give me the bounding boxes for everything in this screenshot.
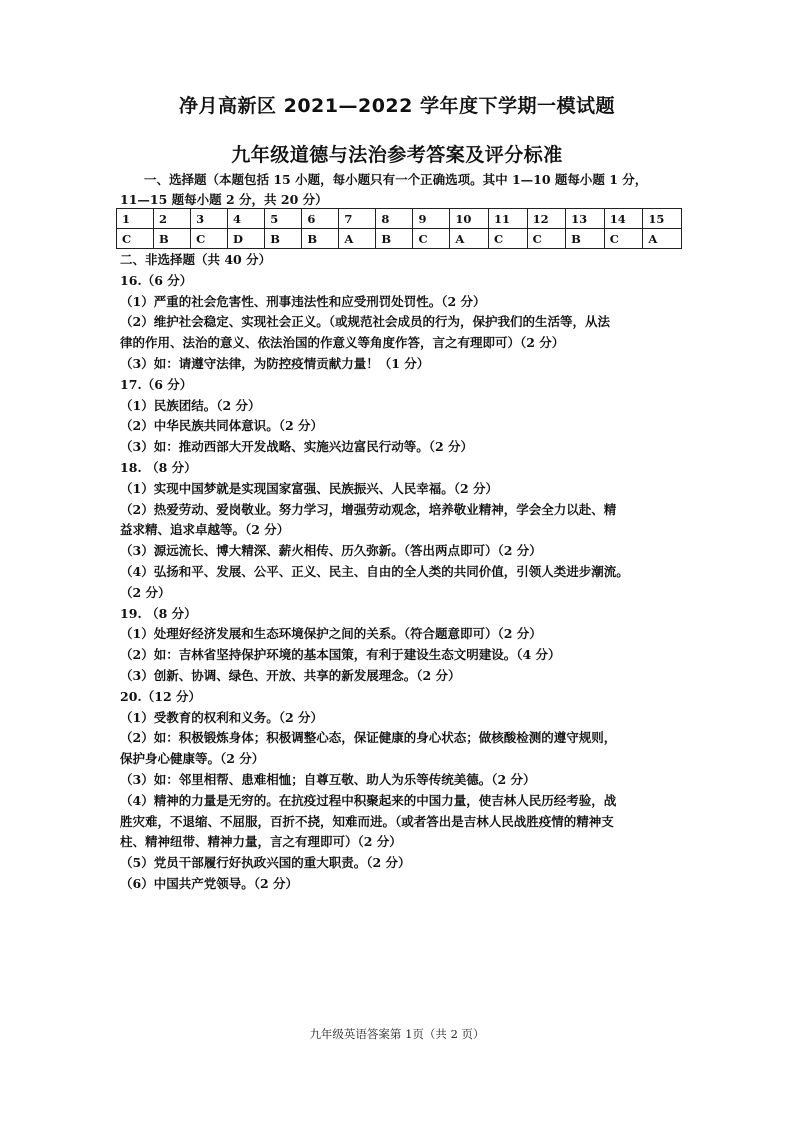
answer-cell: A	[643, 229, 682, 249]
q18-answer-2-line2: 益求精、追求卓越等。（2 分）	[120, 522, 290, 538]
answer-cell: C	[604, 229, 643, 249]
answer-cell: B	[153, 229, 190, 249]
answer-cell: B	[265, 229, 302, 249]
section1-line1: 一、选择题（本题包括 15 小题，每小题只有一个正确选项。其中 1—10 题每小题 1 分，	[144, 172, 648, 187]
question-number-cell: 12	[527, 209, 566, 229]
choice-answer-table	[116, 208, 682, 249]
question-number-cell: 10	[450, 209, 489, 229]
q17-answer-3: （3）如：推动西部大开发战略、实施兴边富民行动等。（2 分）	[120, 439, 473, 455]
q20-answer-2-line1: （2）如：积极锻炼身体；积极调整心态，保证健康的身心状态；做核酸检测的遵守规则，	[120, 730, 617, 746]
q20-answer-1: （1）受教育的权利和义务。（2 分）	[120, 709, 323, 725]
question-number-cell: 4	[228, 209, 265, 229]
question-number-cell: 5	[265, 209, 302, 229]
q18-answer-4-line2: （2 分）	[120, 584, 171, 600]
question-number-cell: 15	[643, 209, 682, 229]
question-number-cell: 11	[489, 209, 528, 229]
q20-answer-4-line1: （4）精神的力量是无穷的。在抗疫过程中积聚起来的中国力量，使吉林人民历经考验，战	[120, 792, 617, 808]
question-number-cell: 2	[153, 209, 190, 229]
q18-answer-1: （1）实现中国梦就是实现国家富强、民族振兴、人民幸福。（2 分）	[120, 480, 498, 496]
question-number-cell: 13	[566, 209, 605, 229]
q20-answer-4-line3: 柱、精神纽带、精神力量，言之有理即可）（2 分）	[120, 834, 402, 850]
answer-cell: B	[302, 229, 339, 249]
q16-answer-3: （3）如：请遵守法律，为防控疫情贡献力量！（1 分）	[120, 355, 430, 371]
q19-heading: 19. （8 分）	[120, 605, 197, 621]
answer-row	[117, 229, 682, 249]
answer-cell: C	[489, 229, 528, 249]
q16-answer-2-line1: （2）维护社会稳定、实现社会正义。（或规范社会成员的行为，保护我们的生活等，从法	[120, 314, 610, 330]
q17-answer-2: （2）中华民族共同体意识。（2 分）	[120, 418, 323, 434]
question-number-cell: 8	[376, 209, 413, 229]
answer-cell: A	[339, 229, 376, 249]
q19-answer-3: （3）创新、协调、绿色、开放、共享的新发展理念。（2 分）	[120, 667, 461, 683]
question-number-cell: 6	[302, 209, 339, 229]
question-number-row	[117, 209, 682, 229]
question-number-cell: 14	[604, 209, 643, 229]
question-number-cell: 9	[413, 209, 450, 229]
answer-cell: C	[413, 229, 450, 249]
q17-answer-1: （1）民族团结。（2 分）	[120, 397, 261, 413]
section1-line2: 11—15 题每小题 2 分，共 20 分）	[120, 192, 328, 207]
q16-answer-2-line2: 律的作用、法治的意义、依法治国的作意义等角度作答，言之有理即可）（2 分）	[120, 335, 565, 351]
q16-heading: 16.（6 分）	[120, 272, 193, 288]
answer-cell: C	[191, 229, 228, 249]
q18-heading: 18. （8 分）	[120, 459, 197, 475]
q20-answer-3: （3）如：邻里相帮、患难相恤；自尊互敬、助人为乐等传统美德。（2 分）	[120, 771, 536, 787]
page-footer: 九年级英语答案第 1页（共 2 页）	[309, 1027, 485, 1041]
q17-heading: 17.（6 分）	[120, 376, 193, 392]
answer-cell: C	[117, 229, 154, 249]
answer-cell: C	[527, 229, 566, 249]
question-number-cell: 1	[117, 209, 154, 229]
non-choice-answers	[120, 250, 680, 895]
q19-answer-2: （2）如：吉林省坚持保护环境的基本国策，有利于建设生态文明建设。（4 分）	[120, 647, 561, 663]
q20-heading: 20.（12 分）	[120, 688, 201, 704]
answer-cell: A	[450, 229, 489, 249]
answer-cell: D	[228, 229, 265, 249]
answer-cell: B	[376, 229, 413, 249]
section2-title: 二、非选择题（共 40 分）	[120, 252, 272, 267]
q20-answer-2-line2: 保护身心健康等。（2 分）	[120, 751, 265, 767]
q20-answer-6: （6）中国共产党领导。（2 分）	[120, 875, 298, 891]
section1-instructions	[120, 170, 680, 210]
document-subtitle: 九年级道德与法治参考答案及评分标准	[231, 144, 563, 166]
q20-answer-4-line2: 胜灾难，不退缩、不屈服，百折不挠，知难而进。（或者答出是吉林人民战胜疫情的精神支	[120, 813, 614, 829]
question-number-cell: 3	[191, 209, 228, 229]
q18-answer-2-line1: （2）热爱劳动、爱岗敬业。努力学习，增强劳动观念，培养敬业精神，学会全力以赴、精	[120, 501, 617, 517]
q19-answer-1: （1）处理好经济发展和生态环境保护之间的关系。（符合题意即可）（2 分）	[120, 626, 542, 642]
question-number-cell: 7	[339, 209, 376, 229]
q20-answer-5: （5）党员干部履行好执政兴国的重大职责。（2 分）	[120, 855, 411, 871]
answer-cell: B	[566, 229, 605, 249]
document-title: 净月高新区 2021—2022 学年度下学期一模试题	[179, 95, 615, 117]
q18-answer-3: （3）源远流长、博大精深、薪火相传、历久弥新。（答出两点即可）（2 分）	[120, 543, 542, 559]
q16-answer-1: （1）严重的社会危害性、刑事违法性和应受刑罚处罚性。（2 分）	[120, 293, 486, 309]
q18-answer-4-line1: （4）弘扬和平、发展、公平、正义、民主、自由的全人类的共同价值，引领人类进步潮流。	[120, 563, 629, 579]
